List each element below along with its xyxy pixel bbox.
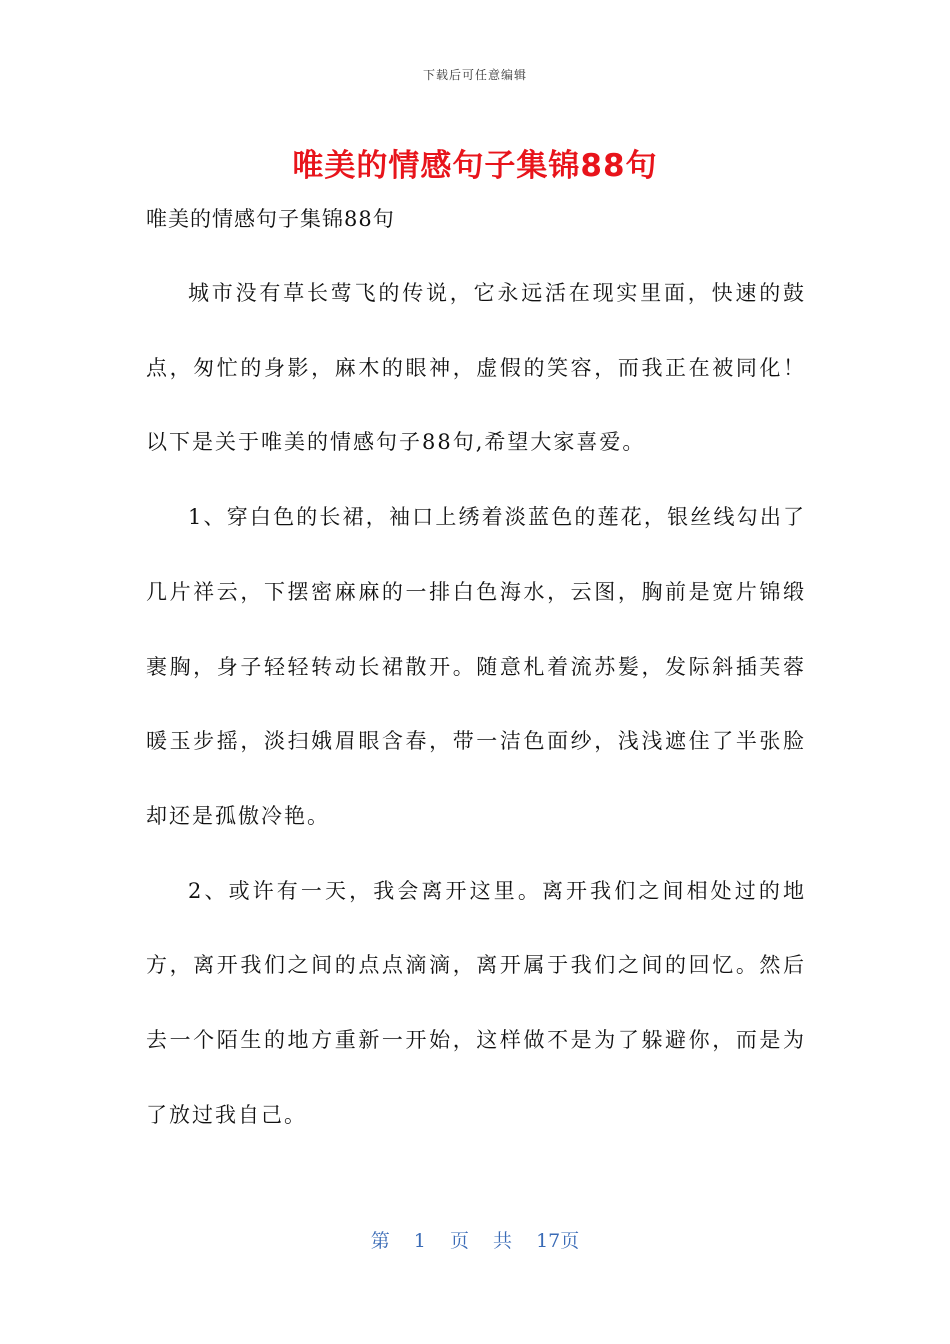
page-label-mid: 页 — [449, 1230, 469, 1252]
page-label-prefix: 第 — [370, 1230, 390, 1252]
sentence-paragraph-1: 1、穿白色的长裙，袖口上绣着淡蓝色的莲花，银丝线勾出了几片祥云，下摆密麻麻的一排白色海水，云图，胸前是宽片锦缎裹胸，身子轻轻转动长裙散开。随意札着流苏髪，发际斜插芙蓉暖玉步摇，淡扫娥眉眼含春，带一洁色面纱，浅浅遮住了半张脸却还是孤傲冷艳。 — [146, 505, 806, 828]
sentence-paragraph-2: 2、或许有一天，我会离开这里。离开我们之间相处过的地方，离开我们之间的点点滴滴，离开属于我们之间的回忆。然后去一个陌生的地方重新一开始，这样做不是为了躲避你，而是为了放过我自己。 — [146, 878, 806, 1127]
intro-paragraph: 城市没有草长莺飞的传说，它永远活在现实里面，快速的鼓点，匆忙的身影，麻木的眼神，虚假的笑容，而我正在被同化！以下是关于唯美的情感句子88句,希望大家喜爱。 — [146, 281, 806, 455]
document-subtitle: 唯美的情感句子集锦88句 — [146, 207, 395, 231]
total-label: 共 — [493, 1230, 513, 1252]
document-body — [146, 256, 806, 1152]
total-pages: 17页 — [536, 1230, 580, 1252]
document-title: 唯美的情感句子集锦88句 — [292, 148, 658, 184]
page-footer — [0, 1226, 950, 1253]
header-note: 下载后可任意编辑 — [422, 68, 527, 82]
current-page-number: 1 — [413, 1230, 426, 1252]
